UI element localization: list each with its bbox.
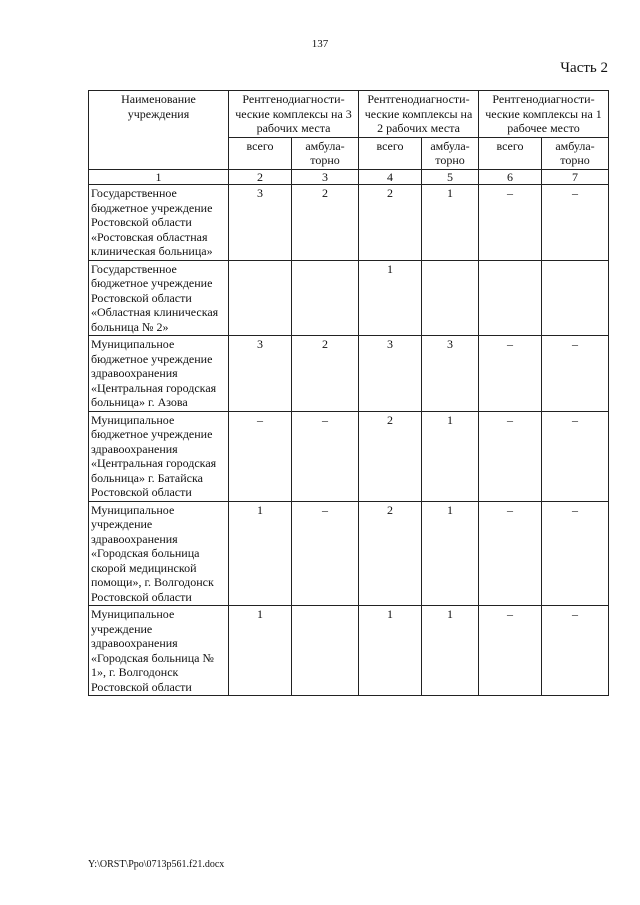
column-number: 6	[479, 169, 542, 185]
sub-header: всего	[359, 137, 422, 169]
value-cell: –	[292, 411, 359, 501]
sub-header: всего	[479, 137, 542, 169]
value-cell: –	[229, 411, 292, 501]
value-cell: –	[542, 185, 609, 261]
institution-name: Государственное бюджетное учреждение Ростовской области «Ростовская областная клиническая больница»	[89, 185, 229, 261]
column-number: 5	[422, 169, 479, 185]
table-row	[89, 260, 609, 336]
value-cell	[292, 260, 359, 336]
institution-name: Муниципальное учреждение здравоохранения «Городская больница скорой медицинской помощи», г. Волгодонск Ростовской области	[89, 501, 229, 606]
value-cell: –	[542, 336, 609, 412]
value-cell: 2	[359, 185, 422, 261]
institution-name: Муниципальное учреждение здравоохранения «Городская больница № 1», г. Волгодонск Ростовской области	[89, 606, 229, 696]
value-cell: 2	[359, 411, 422, 501]
table-row	[89, 501, 609, 606]
table-row	[89, 185, 609, 261]
value-cell: –	[542, 411, 609, 501]
table-row	[89, 411, 609, 501]
value-cell	[422, 260, 479, 336]
value-cell: 1	[422, 606, 479, 696]
page-number: 137	[311, 38, 329, 50]
column-number: 1	[89, 169, 229, 185]
column-number: 2	[229, 169, 292, 185]
sub-header: амбула-торно	[542, 137, 609, 169]
value-cell: –	[542, 606, 609, 696]
table-row	[89, 336, 609, 412]
value-cell: 1	[422, 185, 479, 261]
value-cell: 3	[422, 336, 479, 412]
institution-name: Государственное бюджетное учреждение Ростовской области «Областная клиническая больница № 2»	[89, 260, 229, 336]
value-cell: 3	[229, 185, 292, 261]
value-cell	[479, 260, 542, 336]
group-header: Рентгенодиагности-ческие комплексы на 3 рабочих места	[229, 91, 359, 138]
value-cell: –	[292, 501, 359, 606]
value-cell: 1	[422, 411, 479, 501]
header-row	[89, 91, 609, 138]
value-cell	[292, 606, 359, 696]
value-cell: 2	[292, 185, 359, 261]
sub-header: всего	[229, 137, 292, 169]
value-cell: 2	[292, 336, 359, 412]
value-cell: 1	[359, 260, 422, 336]
group-header: Рентгенодиагности-ческие комплексы на 1 рабочее место	[479, 91, 609, 138]
institution-name: Муниципальное бюджетное учреждение здравоохранения «Центральная городская больница» г. Батайска Ростовской области	[89, 411, 229, 501]
value-cell	[229, 260, 292, 336]
data-table	[88, 90, 609, 696]
value-cell: –	[479, 336, 542, 412]
value-cell: 1	[229, 501, 292, 606]
value-cell: 1	[422, 501, 479, 606]
value-cell: 3	[229, 336, 292, 412]
sub-header: амбула-торно	[292, 137, 359, 169]
column-number: 3	[292, 169, 359, 185]
value-cell: –	[479, 501, 542, 606]
value-cell: 1	[229, 606, 292, 696]
col-name-header: Наименование учреждения	[89, 91, 229, 170]
table-row	[89, 606, 609, 696]
value-cell	[542, 260, 609, 336]
value-cell: –	[479, 411, 542, 501]
group-header: Рентгенодиагности-ческие комплексы на 2 рабочих места	[359, 91, 479, 138]
column-number: 7	[542, 169, 609, 185]
footer-file-path: Y:\ORST\Ppo\0713p561.f21.docx	[88, 859, 225, 870]
column-number: 4	[359, 169, 422, 185]
value-cell: –	[479, 606, 542, 696]
sub-header: амбула-торно	[422, 137, 479, 169]
part-label: Часть 2	[560, 60, 608, 76]
value-cell: 1	[359, 606, 422, 696]
institution-name: Муниципальное бюджетное учреждение здравоохранения «Центральная городская больница» г. Азова	[89, 336, 229, 412]
value-cell: 2	[359, 501, 422, 606]
value-cell: 3	[359, 336, 422, 412]
value-cell: –	[542, 501, 609, 606]
column-number-row	[89, 169, 609, 185]
value-cell: –	[479, 185, 542, 261]
